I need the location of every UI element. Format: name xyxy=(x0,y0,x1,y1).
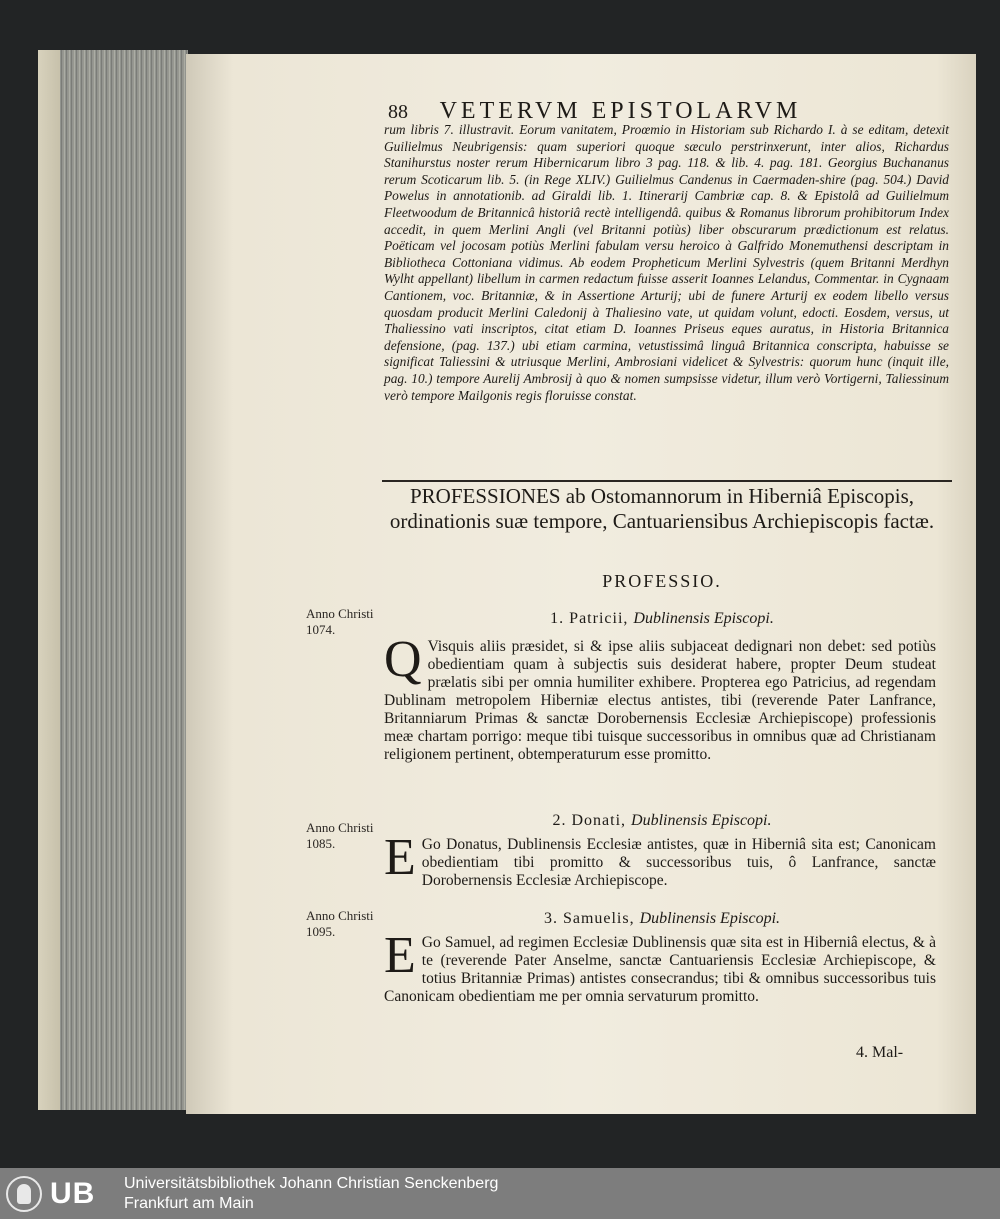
library-name-line2: Frankfurt am Main xyxy=(124,1195,254,1212)
entry-heading-title: Dublinensis Episcopi. xyxy=(639,910,781,927)
entry-heading-name: 2. Donati, xyxy=(552,812,627,829)
margin-date: Anno Christi 1095. xyxy=(306,908,374,939)
entry-text xyxy=(384,927,936,1006)
book-page-edges xyxy=(38,50,188,1110)
margin-date: Anno Christi 1085. xyxy=(306,820,374,851)
footer-bar xyxy=(0,1168,1000,1219)
running-head-title: VETERVM EPISTOLARVM xyxy=(439,98,802,124)
logo-text: UB xyxy=(50,1177,96,1210)
entry-heading xyxy=(382,910,942,928)
entry-body-text: Go Donatus, Dublinensis Ecclesiæ antistes, quæ in Hiberniâ sita est; Canonicam obedientiam tibi promitto & successoribus tuis, ô Lanfrance, sanctæ Dorobernensis Ecclesiæ Archiepiscope. xyxy=(421,836,936,889)
library-logo[interactable] xyxy=(6,1174,114,1214)
running-header xyxy=(388,98,948,125)
library-name xyxy=(124,1174,498,1214)
drop-cap: E xyxy=(384,927,416,984)
entry-body-text: Visquis aliis præsidet, si & ipse aliis subjaceat dedignari non debet: sed potiùs obedientiam quam à subjectis suis desiderat habere, propter Deum studeat prælatis sibi per omnia humiliter exhibere. Propterea ego Patricius, ad regendam Dublinam metropolem Hiberniæ electus antistes, tibi (reverende Pater Lanfrance, Britanniarum Primas & sanctæ Dorobernensis Ecclesiæ Archiepiscope) professionis meæ chartam porrigo: meque tibi tuisque successoribus in omnibus quæ ad Christianam religionem pertinent, obtemperaturum esse promitto. xyxy=(384,638,936,763)
entry-heading xyxy=(382,812,942,830)
catchword: 4. Mal- xyxy=(856,1044,904,1061)
page-number: 88 xyxy=(388,101,408,123)
entry-heading-title: Dublinensis Episcopi. xyxy=(633,610,774,627)
entry-body-text: Go Samuel, ad regimen Ecclesiæ Dublinensis quæ sita est in Hiberniâ electus, & à te (reverende Pater Anselme, sanctæ Cantuariensis Ecclesiæ Archiepiscope, & totius Britanniæ Primas) antistes consecrandus; tibi & omnibus successoribus tuis Canonicam obedientiam me per omnia servaturum promitto. xyxy=(384,934,936,1005)
section-divider xyxy=(382,480,952,482)
entry-heading-name: 1. Patricii, xyxy=(550,610,629,627)
entry-heading xyxy=(382,610,942,628)
drop-cap: Q xyxy=(384,631,422,688)
drop-cap: E xyxy=(384,829,416,886)
entry-text xyxy=(384,631,936,764)
entry-heading-title: Dublinensis Episcopi. xyxy=(631,812,772,829)
margin-date: Anno Christi 1074. xyxy=(306,606,374,637)
entry-heading-name: 3. Samuelis, xyxy=(543,910,635,927)
section-title: PROFESSIONES ab Ostomannorum in Hiberniâ Episcopis, ordinationis suæ tempore, Cantuariensibus Archiepiscopis factæ. xyxy=(389,484,935,533)
entry-text xyxy=(384,829,936,890)
library-name-line1: Universitätsbibliothek Johann Christian Senckenberg xyxy=(124,1175,499,1192)
section-subtitle: PROFESSIO. xyxy=(602,571,722,591)
book-page xyxy=(186,54,976,1114)
seal-icon xyxy=(6,1176,42,1212)
footnote-text: rum libris 7. illustravit. Eorum vanitatem, Proœmio in Historiam sub Richardo I. à se editam, detexit Guilielmus Neubrigensis: quam superiori quoque sæculo perstrinxerunt, inter alios, Richardus Stanihurstus noster rerum Hibernicarum libro 3 pag. 118. & lib. 4. pag. 181. Georgius Buchananus rerum Scoticarum lib. 5. (in Rege XLIV.) Guilielmus Candenus in Caermaden-shire (pag. 504.) David Powelus in annotationib. ad Giraldi lib. 1. Itinerarij Cambriæ cap. 8. & Epistolâ ad Guilielmum Fleetwoodum de Britannicâ historiâ rectè intelligendâ. quibus & Romanus librorum prohibitorum Index accedit, in quem Merlini Angli (vel Britanni potiùs) liber obscurarum prædictionum est relatus. Poëticam vel jocosam potiùs Merlini fabulam versu heroico à Galfrido Monemuthensi descriptam in Bibliotheca Cottoniana vidimus. Ab eodem Propheticum Merlini Sylvestris (quem Britanni Merdhyn Wylht appellant) libellum in carmen redactum fuisse asserit Ioannes Lelandus, Commentar. in Cygnaam Cantionem, voc. Britanniæ, & in Assertione Arturij; ubi de funere Arturij ex eodem libello versus quosdam producit Merlini Caledonij à Thaliesino vate, ut quidam volunt, edocti. Eosdem, versus, ut Thaliessino vati inscriptos, citat etiam D. Ioannes Priseus eques auratus, in Historia Britannica defensione, (pag. 137.) ubi etiam carmina, vetustissimâ linguâ Britannica conscripta, habuisse se significat Taliessini & utriusque Merlini, Ambrosiani videlicet & Sylvestris: quorum hunc (inquit ille, pag. 10.) tempore Aurelij Ambrosij à quo & nomen sumpsisse videtur, illum verò Vortigerni, Taliessinum verò tempore Mailgonis regis floruisse constat. xyxy=(384,122,949,403)
